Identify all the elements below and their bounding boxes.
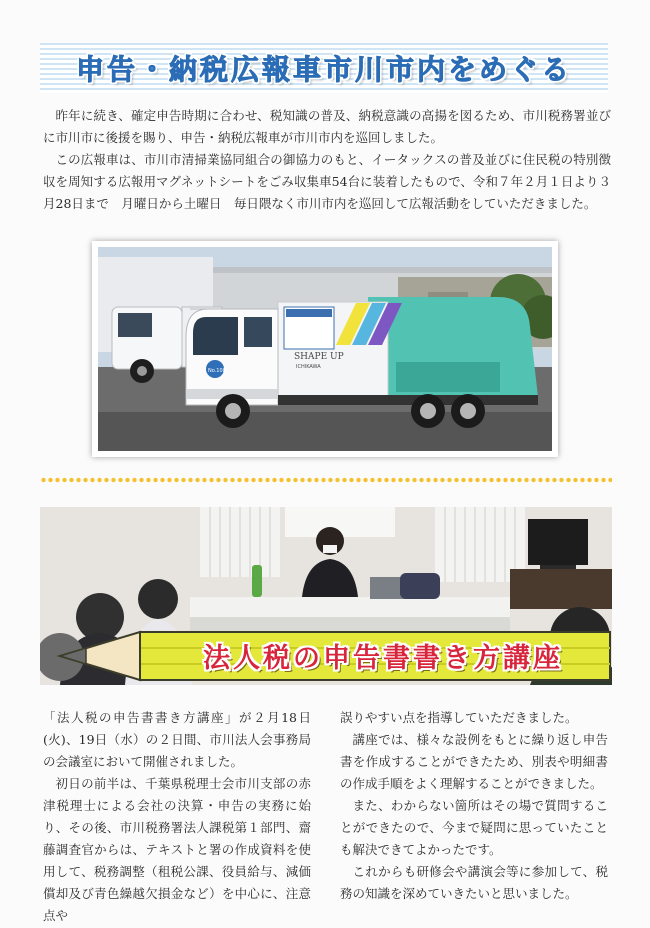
article2-right-column — [340, 707, 608, 905]
truck-logo: SHAPE UP — [294, 352, 344, 362]
truck-illustration — [98, 247, 552, 451]
dotted-separator — [40, 477, 612, 483]
article1-paragraph-2: この広報車は、市川市清掃業協同組合の御協力のもと、イータックスの普及並びに住民税の特別徴収を周知する広報用マグネットシートをごみ収集車54台に装着したもので、令和７年２月１日より３月28日まで 月曜日から土曜日 毎日隈なく市川市内を巡回して広報活動をしていただきました。 — [43, 152, 611, 211]
article2-left-paragraph-2: 初日の前半は、千葉県税理士会市川支部の赤津税理士による会社の決算・申告の実務に始り、その後、市川税務署法人課税第１部門、齋藤調査官からは、テキストと署の作成資料を使用して、税務調整（租税公課、役員給与、減価償却及び青色繰越欠損金など）を中心に、注意点や — [43, 776, 311, 923]
article2-left-column — [43, 707, 311, 927]
truck-photo-frame — [92, 241, 558, 457]
seminar-title-banner — [40, 626, 614, 686]
page-title: 申告・納税広報車市川市内をめぐる — [75, 53, 572, 86]
seminar-title: 法人税の申告書書き方講座 — [203, 643, 563, 674]
truck-photo — [98, 247, 552, 451]
article2-left-paragraph-1: 「法人税の申告書書き方講座」が２月18日(火)、19日（水）の２日間、市川法人会事務局の会議室において開催されました。 — [43, 710, 311, 769]
article2-right-paragraph-4: これからも研修会や講演会等に参加して、税務の知識を深めていきたいと思いました。 — [340, 864, 608, 901]
truck-logo-sub: ICHIKAWA — [296, 364, 321, 370]
article2-right-paragraph-1: 誤りやすい点を指導していただきました。 — [340, 710, 578, 725]
header-banner — [40, 43, 608, 93]
article1-paragraph-1: 昨年に続き、確定申告時期に合わせ、税知識の普及、納税意識の高揚を図るため、市川税務署並びに市川市に後援を賜り、申告・納税広報車が市川市内を巡回しました。 — [43, 108, 611, 145]
truck-number: No.108 — [208, 368, 226, 374]
article2-right-paragraph-3: また、わからない箇所はその場で質問することができたので、今まで疑問に思っていたことも解決できてよかったです。 — [340, 798, 608, 857]
article2-right-paragraph-2: 講座では、様々な設例をもとに繰り返し申告書を作成することができたため、別表や明細書の作成手順をよく理解することができました。 — [340, 732, 608, 791]
